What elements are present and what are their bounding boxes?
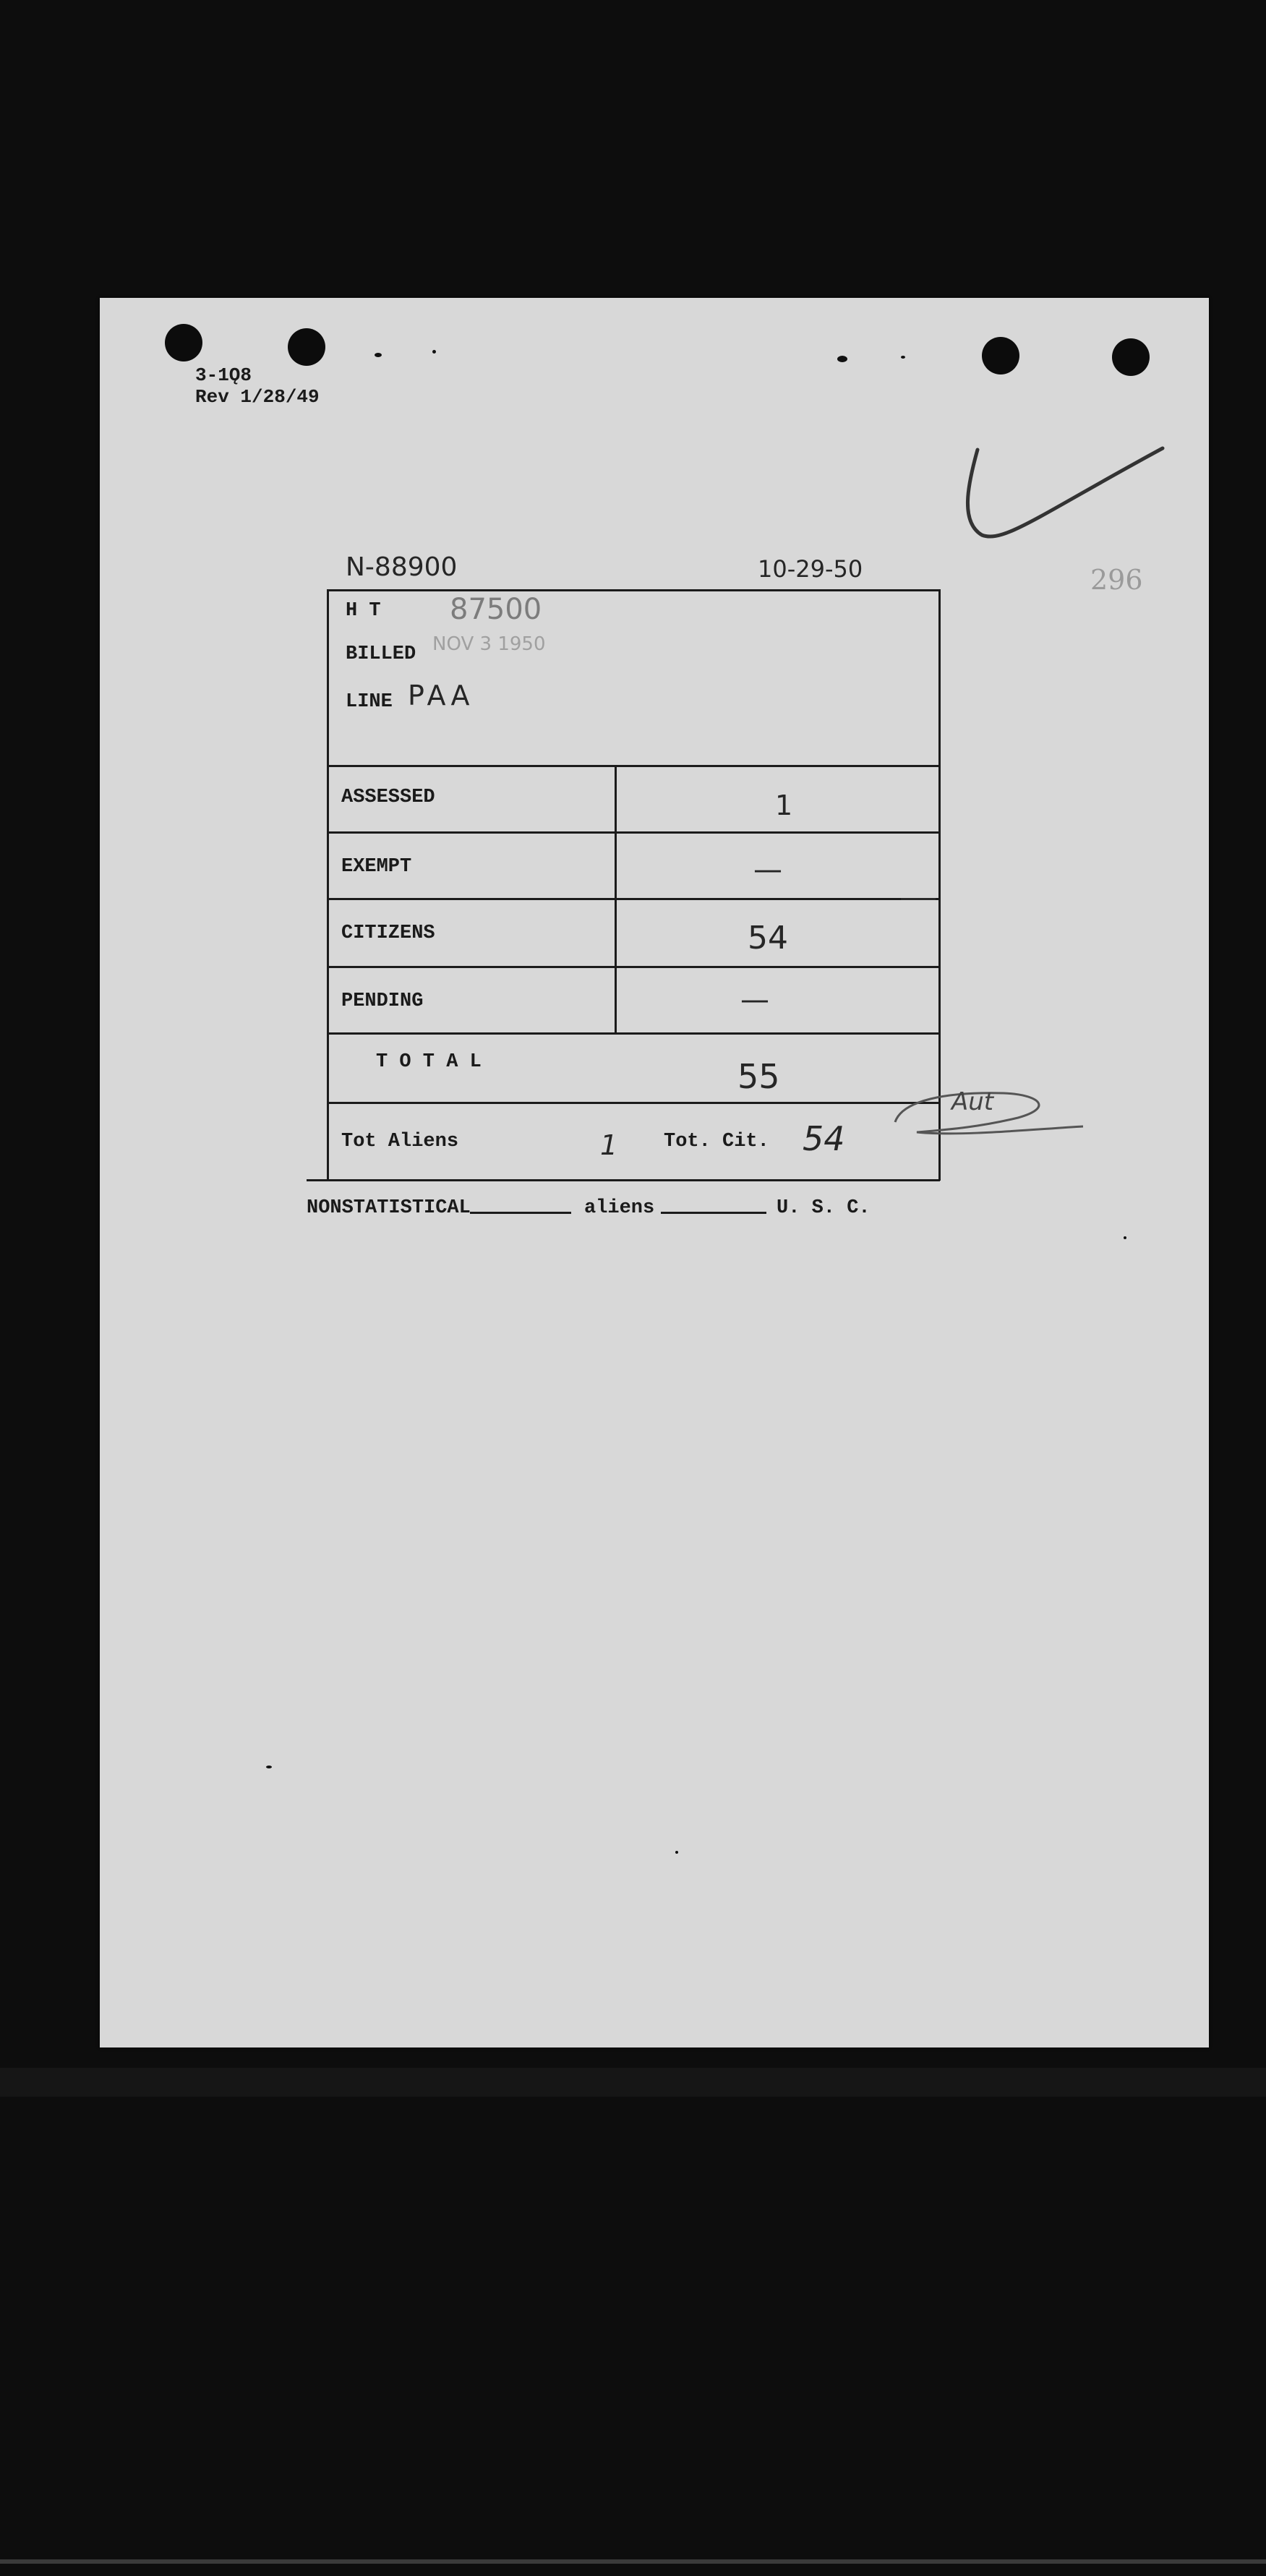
ink-speck — [837, 356, 847, 362]
box-bottom-border — [307, 1179, 940, 1181]
ink-speck — [901, 356, 905, 359]
line-label: LINE — [346, 691, 393, 713]
billed-label: BILLED — [346, 643, 416, 665]
punch-hole-icon — [288, 328, 325, 366]
file-number: N-88900 — [346, 552, 458, 582]
aliens-blank — [661, 1212, 766, 1214]
tot-aliens-value: 1 — [600, 1129, 618, 1161]
pending-value: — — [740, 983, 769, 1017]
billed-date-stamp: NOV 3 1950 — [432, 633, 546, 655]
assessed-value: 1 — [775, 790, 793, 821]
exempt-margin-mark — [901, 898, 936, 900]
document-page — [100, 298, 1209, 2047]
ink-speck — [675, 1851, 678, 1854]
total-label: T O T A L — [376, 1051, 482, 1073]
row-separator — [327, 1032, 940, 1035]
box-top-border — [327, 589, 940, 591]
ht-value: 87500 — [450, 593, 542, 626]
punch-hole-icon — [982, 337, 1019, 375]
manifest-date: 10-29-50 — [758, 555, 863, 583]
tot-cit-value: 54 — [803, 1119, 845, 1158]
line-value: PAA — [408, 680, 474, 711]
row-separator — [327, 898, 940, 900]
punch-hole-icon — [1112, 338, 1150, 376]
checkmark-icon — [953, 428, 1170, 558]
punch-hole-icon — [165, 324, 202, 361]
usc-label: U. S. C. — [777, 1197, 871, 1219]
scanner-strip-bottom — [0, 2559, 1266, 2564]
page-number: 296 — [1090, 564, 1143, 596]
pending-label: PENDING — [341, 990, 424, 1012]
row-separator — [327, 765, 940, 767]
form-number: 3-1Ǫ8 — [195, 364, 252, 386]
total-value: 55 — [737, 1057, 780, 1096]
ink-speck — [432, 350, 436, 354]
citizens-label: CITIZENS — [341, 923, 435, 944]
tot-aliens-label: Tot Aliens — [341, 1131, 459, 1152]
tot-cit-label: Tot. Cit. — [664, 1131, 769, 1152]
column-divider — [615, 765, 617, 1034]
row-separator — [327, 1102, 940, 1104]
scanner-strip — [0, 2068, 1266, 2097]
revision-date: Rev 1/28/49 — [195, 386, 320, 408]
row-separator — [327, 831, 940, 834]
initials: Aut — [951, 1087, 994, 1116]
citizens-value: 54 — [748, 920, 788, 957]
exempt-value: — — [753, 853, 782, 886]
box-left-border — [327, 589, 329, 1181]
ink-speck — [1124, 1236, 1126, 1239]
exempt-label: EXEMPT — [341, 856, 412, 878]
aliens-label: aliens — [584, 1197, 655, 1219]
nonstat-label: NONSTATISTICAL — [307, 1197, 471, 1219]
nonstat-blank — [470, 1212, 571, 1214]
row-separator — [327, 966, 940, 968]
assessed-label: ASSESSED — [341, 787, 435, 808]
ink-speck — [375, 353, 382, 357]
ht-label: H T — [346, 600, 381, 622]
ink-speck — [266, 1766, 272, 1768]
